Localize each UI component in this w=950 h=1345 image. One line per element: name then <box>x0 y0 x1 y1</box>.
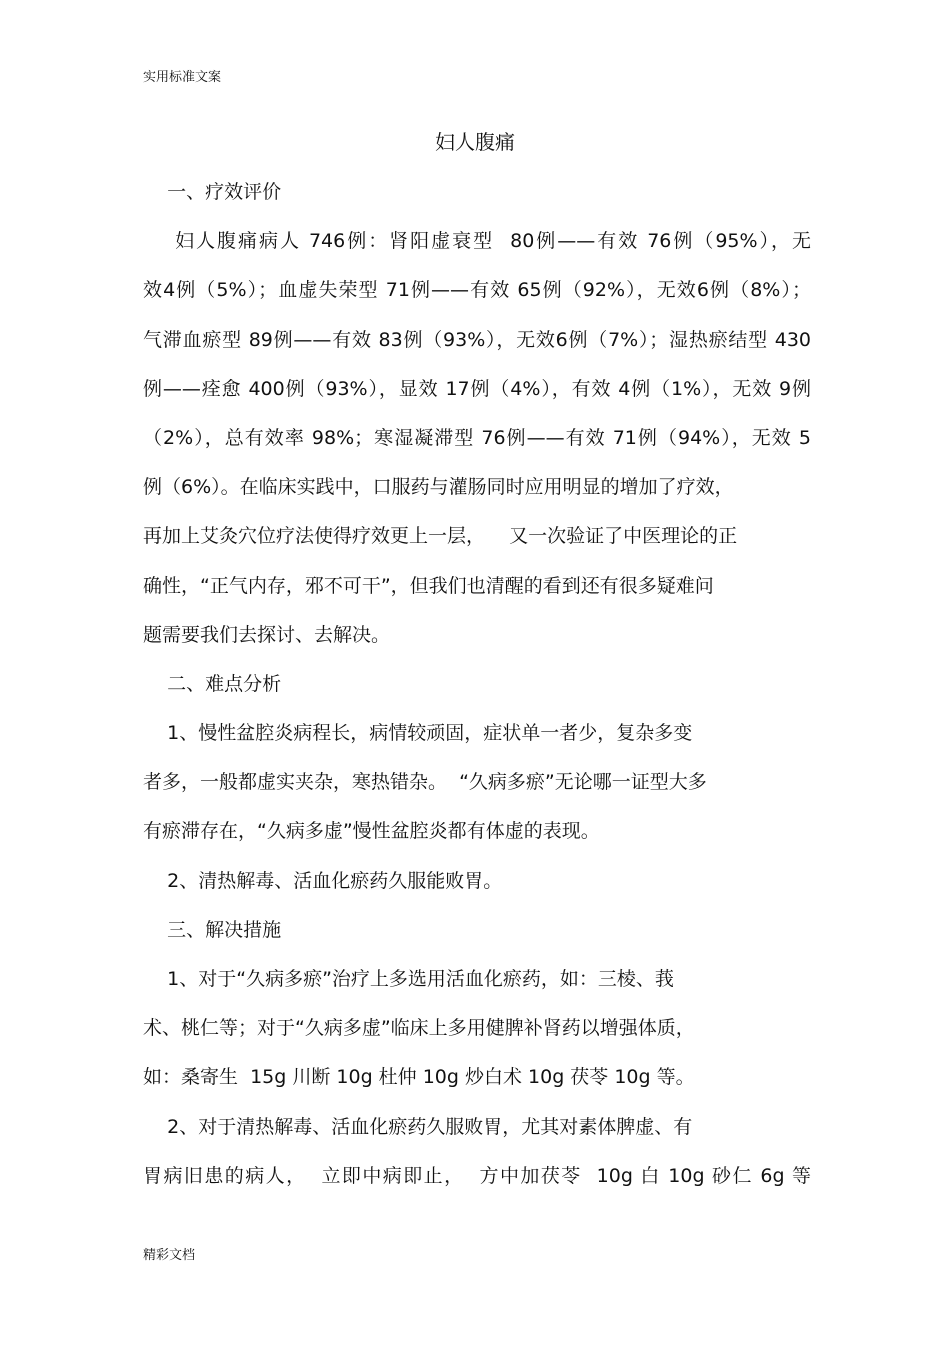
paragraph-line: 气滞血瘀型 89例——有效 83例（93%），无效6例（7%）；湿热瘀结型 430 <box>143 328 811 351</box>
paragraph-line: 效4例（5%）；血虚失荣型 71例——有效 65例（92%），无效6例（8%）； <box>143 279 811 302</box>
paragraph-line: 确性，“正气内存，邪不可干”，但我们也清醒的看到还有很多疑难问 <box>143 574 714 597</box>
page-header: 实用标准文案 <box>143 70 222 85</box>
paragraph-line: 如：桑寄生 15g 川断 10g 杜仲 10g 炒白术 10g 茯苓 10g 等。 <box>143 1066 695 1089</box>
paragraph-line: 例（6%）。在临床实践中，口服药与灌肠同时应用明显的增加了疗效， <box>143 476 734 499</box>
paragraph-line: 1、对于“久病多瘀”治疗上多选用活血化瘀药，如：三棱、莪 <box>143 968 674 990</box>
paragraph-line: 2、对于清热解毒、活血化瘀药久服败胃，尤其对素体脾虚、有 <box>143 1115 693 1138</box>
section-heading-2: 二、难点分析 <box>143 672 282 695</box>
paragraph-line: 例——痊愈 400例（93%），显效 17例（4%），有效 4例（1%），无效 9例 <box>143 377 811 400</box>
paragraph-line: （2%），总有效率 98%；寒湿凝滞型 76例——有效 71例（94%），无效 5 <box>143 426 811 449</box>
paragraph-line: 再加上艾灸穴位疗法使得疗效更上一层， 又一次验证了中医理论的正 <box>143 525 738 548</box>
document-body <box>143 178 811 1211</box>
section-heading-1: 一、疗效评价 <box>143 181 282 203</box>
paragraph-line: 胃病旧患的病人， 立即中病即止， 方中加茯苓 10g 白 10g 砂仁 6g 等 <box>143 1164 811 1187</box>
paragraph-line: 者多，一般都虚实夹杂，寒热错杂。 “久病多瘀”无论哪一证型大多 <box>143 771 707 794</box>
paragraph-line: 妇人腹痛病人 746例：肾阳虚衰型 80例——有效 76例（95%），无 <box>143 230 811 253</box>
paragraph-line: 2、清热解毒、活血化瘀药久服能败胃。 <box>143 869 503 892</box>
page-footer: 精彩文档 <box>143 1248 196 1263</box>
paragraph-line: 题需要我们去探讨、去解决。 <box>143 623 391 646</box>
document-title: 妇人腹痛 <box>435 130 515 154</box>
paragraph-line: 有瘀滞存在，“久病多虚”慢性盆腔炎都有体虚的表现。 <box>143 820 600 843</box>
paragraph-line: 1、慢性盆腔炎病程长，病情较顽固，症状单一者少，复杂多变 <box>143 722 693 745</box>
paragraph-line: 术、桃仁等；对于“久病多虚”临床上多用健脾补肾药以增强体质， <box>143 1017 695 1040</box>
section-heading-3: 三、解决措施 <box>143 918 282 941</box>
